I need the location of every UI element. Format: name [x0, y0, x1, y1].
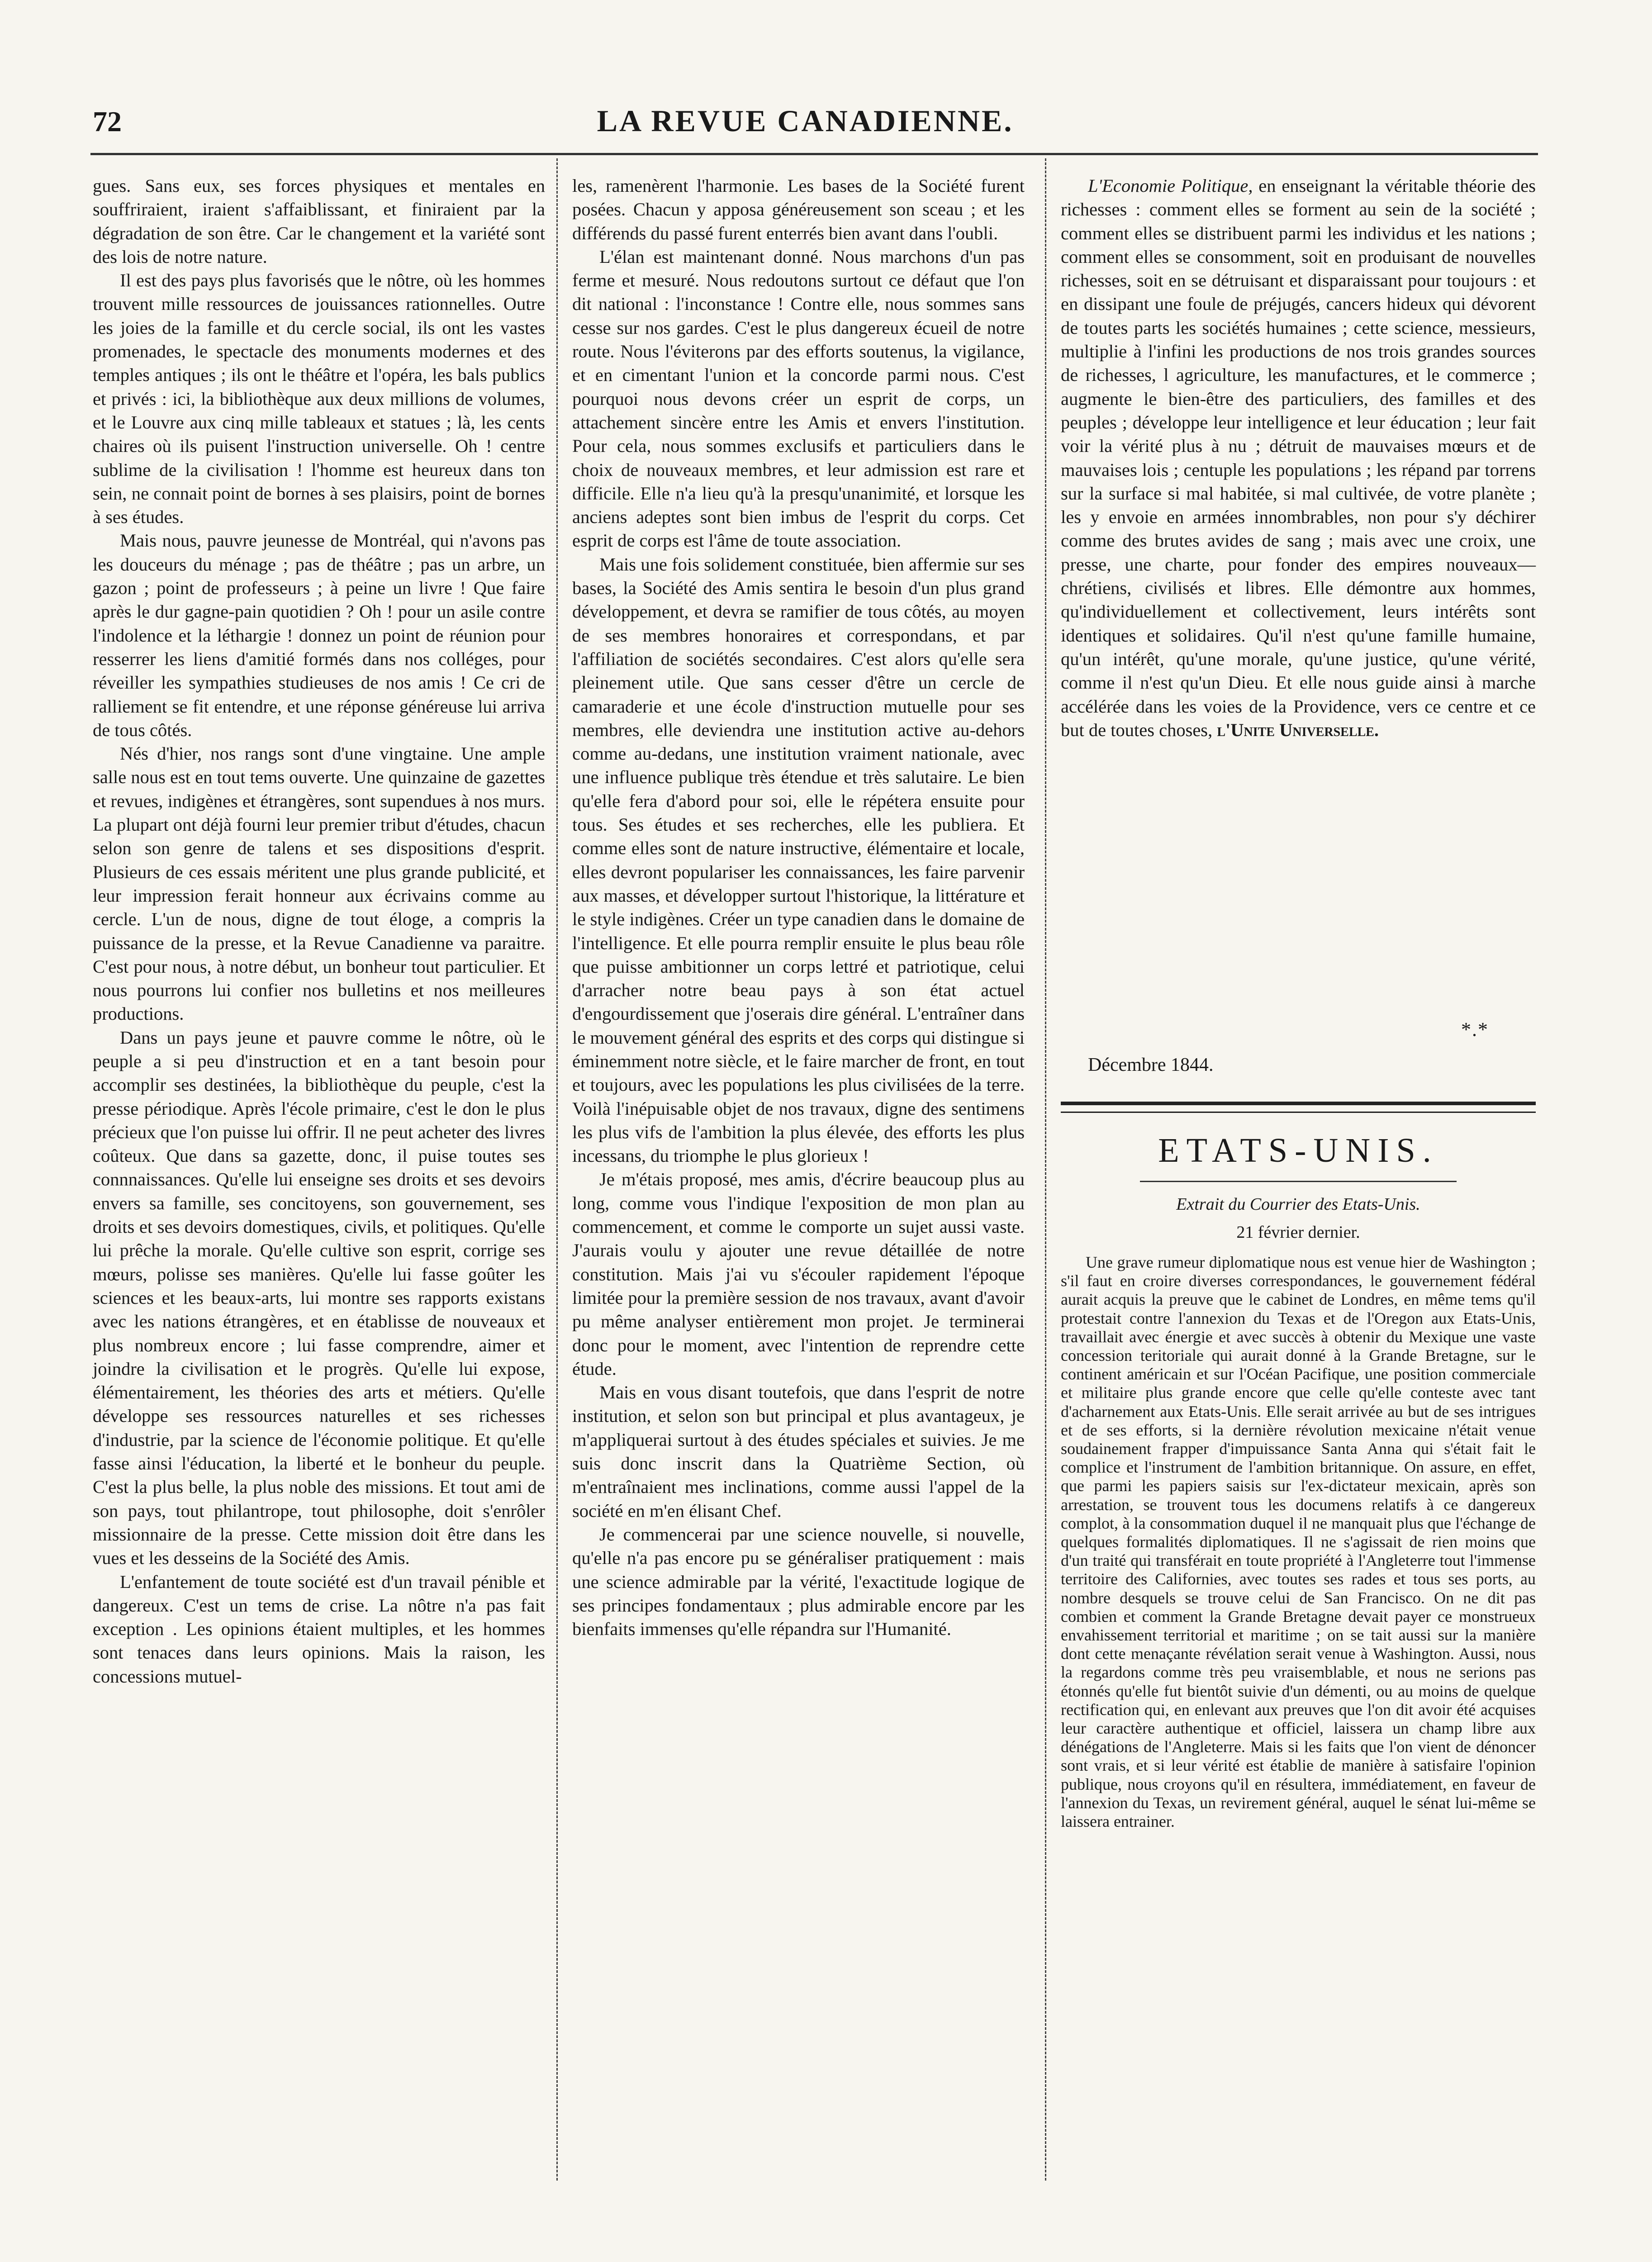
paragraph: Nés d'hier, nos rangs sont d'une vingtaine. Une ample salle nous est en tout tems ouverte. Une quinzaine de gazettes et revues, indigènes et étrangères, sont supendues à nos murs. La plupart ont déjà fourni leur premier tribut d'études, chacun selon son genre de talens et ses dispositions d'esprit. Plusieurs de ces essais méritent une plus grande publicité, et leur impression ferait honneur aux écrivains comme au cercle. L'un de nous, digne de tout éloge, a compris la puissance de la presse, et la Revue Canadienne va paraitre. C'est pour nous, à notre début, un bonheur tout particulier. Et nous pourrons lui confier nos bulletins et nos meilleures productions.	[93, 743, 545, 1024]
author-signature-asterism: *.*	[1461, 1018, 1489, 1041]
paragraph: les, ramenèrent l'harmonie. Les bases de la Société furent posées. Chacun y apposa généreusement son sceau ; et les différends du passé furent enterrés bien avant dans l'oubli.	[572, 176, 1025, 243]
paragraph: Une grave rumeur diplomatique nous est venue hier de Washington ; s'il faut en croire diverses correspondances, le gouvernement fédéral aurait acquis la preuve que le cabinet de Londres, en même tems qu'il protestait contre l'annexion du Texas et de l'Oregon aux Etats-Unis, travaillait avec énergie et avec succès à obtenir du Mexique une vaste concession teritoriale qui aurait donné à la Grande Bretagne, sur le continent américain et sur l'Océan Pacifique, une position commerciale et militaire plus grande encore que celle qu'elle conteste avec tant d'acharnement aux Etats-Unis. Elle serait arrivée au but de ses intrigues et de ses efforts, si la dernière révolution mexicaine n'était venue soudainement frapper d'impuissance Santa Anna qui s'était fait le complice et l'instrument de l'ambition britannique. On assure, en effet, que parmi les papiers saisis sur l'ex-dictateur mexicain, après son arrestation, se trouvent tous les documens relatifs à ce dangereux complot, à la consommation duquel il ne manquait plus que l'échange de quelques formalités diplomatiques. Il ne s'agissait de rien moins que d'un traité qui transférait en toute propriété à l'Angleterre tout l'immense territoire des Californies, avec toutes ses rades et tous ses ports, au nombre desquels se trouve celui de San Francisco. On ne dit pas combien et comment la Grande Bretagne devait payer ce monstrueux envahissement territorial et maritime ; on se tait aussi sur la manière dont cette menaçante révélation serait venue à Washington. Aussi, nous la regardons comme très peu vraisemblable, et nous ne serions pas étonnés qu'elle fut bientôt suivie d'un démenti, ou au moins de quelque rectification qui, en enlevant aux preuves que l'on dit avoir été acquises leur caractère authentique et officiel, laissera un champ libre aux dénégations de l'Angleterre. Mais si les faits que l'on vient de dénoncer sont vrais, et si leur vérité est établie de manière à satisfaire l'opinion publique, nous croyons qu'il en résultera, immédiatement, en faveur de l'annexion du Texas, un revirement général, auquel le sénat lui-même se laissera entrainer.	[1061, 1253, 1536, 1831]
column-divider	[1045, 158, 1046, 2181]
column-2	[572, 174, 1025, 2174]
paragraph: L'élan est maintenant donné. Nous marchons d'un pas ferme et mesuré. Nous redoutons surtout ce défaut que l'on dit national : l'inconstance ! Contre elle, nous sommes sans cesse sur nos gardes. C'est le plus dangereux écueil de notre route. Nous l'éviterons par des efforts soutenus, la vigilance, et en cimentant l'union et la concorde parmi nous. C'est pourquoi nous devons créer un esprit de corps, un attachement sincère entre les Amis et envers l'institution. Pour cela, nous sommes exclusifs et particuliers dans le choix de nouveaux membres, et leur admission est rare et difficile. Elle n'a lieu qu'à la presqu'unanimité, et lorsque les anciens adeptes sont bien imbus de l'esprit du corps. Cet esprit de corps est l'âme de toute association.	[572, 246, 1025, 551]
italic-lead: L'Economie Politique,	[1088, 176, 1253, 196]
running-title: LA REVUE CANADIENNE.	[597, 104, 1014, 138]
column-divider	[556, 158, 558, 2181]
paragraph: Je m'étais proposé, mes amis, d'écrire beaucoup plus au long, comme vous l'indique l'exposition de mon plan au commencement, et comme le comporte un sujet aussi vaste. J'aurais voulu y ajouter une revue détaillée de notre constitution. Mais j'ai vu s'écouler rapidement l'époque limitée pour la première session de nos travaux, avant d'avoir pu même analyser entièrement mon projet. Je terminerai donc pour le moment, avec l'intention de reprendre cette étude.	[572, 1169, 1025, 1379]
paragraph: Mais en vous disant toutefois, que dans l'esprit de notre institution, et selon son but principal et plus avantageux, je m'appliquerai surtout à des études spéciales et suivies. Je me suis donc inscrit dans la Quatrième Section, où m'entraînaient mes inclinations, comme aussi l'appel de la société en m'en élisant Chef.	[572, 1382, 1025, 1521]
paragraph: gues. Sans eux, ses forces physiques et mentales en souffriraient, iraient s'affaiblissant, et finiraient par la dégradation de son être. Car le changement et la variété sont des lois de notre nature.	[93, 176, 545, 267]
column-3	[1061, 174, 1536, 742]
paragraph: L'enfantement de toute société est d'un travail pénible et dangereux. C'est un tems de crise. La nôtre n'a pas fait exception . Les opinions étaient multiples, et les hommes sont tenaces dans leurs opinions. Mais la raison, les concessions mutuel-	[93, 1571, 545, 1687]
section-separator	[1061, 1102, 1536, 1113]
article-date: Décembre 1844.	[1088, 1055, 1214, 1075]
section-heading-rule	[1140, 1181, 1457, 1182]
paragraph: Dans un pays jeune et pauvre comme le nôtre, où le peuple a si peu d'instruction et en a tant besoin pour accomplir ses destinées, la bibliothèque du peuple, c'est la presse périodique. Après l'école primaire, c'est le don le plus précieux que l'on puisse lui offrir. Il ne peut acheter des livres coûteux. Que dans sa gazette, donc, il puise toutes ses connnaissances. Qu'elle lui enseigne ses droits et ses devoirs envers sa famille, ses concitoyens, son gouvernement, ses droits et ses devoirs domestiques, civils, et politiques. Qu'elle lui prêche la morale. Qu'elle cultive son esprit, corrige ses mœurs, polisse ses manières. Qu'elle lui fasse goûter les sciences et les beaux-arts, lui montre ses rapports existans avec les nations étrangères, et en établisse de nouveaux et plus nombreux encore ; lui fasse comprendre, aimer et joindre la civilisation et le progrès. Qu'elle lui expose, élémentairement, les théories des arts et métiers. Qu'elle développe ses ressources naturelles et ses richesses d'industrie, par la science de l'économie politique. Et qu'elle fasse ainsi l'éducation, la liberté et le bonheur du peuple. C'est la plus belle, la plus noble des missions. Et tout ami de son pays, tout philantrope, tout philosophe, doit s'enrôler missionnaire de la presse. Cette mission doit être dans les vues et les desseins de la Société des Amis.	[93, 1027, 545, 1568]
section-heading: ETATS-UNIS.	[1158, 1131, 1438, 1169]
news-article	[1061, 1253, 1536, 1831]
paragraph: Je commencerai par une science nouvelle, si nouvelle, qu'elle n'a pas encore pu se généraliser pratiquement : mais une science admirable par la vérité, l'exactitude logique de ses principes fondamentaux ; plus admirable encore par les bienfaits immenses qu'elle répandra sur l'Humanité.	[572, 1524, 1025, 1639]
source-line: Extrait du Courrier des Etats-Unis.	[1176, 1195, 1420, 1214]
paragraph: Il est des pays plus favorisés que le nôtre, où les hommes trouvent mille ressources de jouissances rationnelles. Outre les joies de la famille et du cercle social, ils ont les vastes promenades, le spectacle des monuments modernes et des temples antiques ; ils ont le théâtre et l'opéra, les bals publics et privés : ici, la bibliothèque aux deux millions de volumes, et le Louvre aux cinq mille tableaux et statues ; là, les cents chaires où ils puisent l'instruction universelle. Oh ! centre sublime de la civilisation ! l'homme est heureux dans ton sein, ne connait point de bornes à ses plaisirs, point de bornes à ses études.	[93, 270, 545, 527]
page-number: 72	[93, 105, 122, 138]
header-rule	[90, 153, 1538, 155]
paragraph: Mais une fois solidement constituée, bien affermie sur ses bases, la Société des Amis sentira le besoin d'un plus grand développement, et devra se ramifier de tous côtés, au moyen de ses membres honoraires et correspondans, et par l'affiliation de sociétés secondaires. C'est alors qu'elle sera pleinement utile. Que sans cesser d'être un cercle de camaraderie et une école d'instruction mutuelle pour ses membres, elle deviendra une institution active au-dehors comme au-dedans, une institution vraiment nationale, avec une influence publique très étendue et très salutaire. Le bien qu'elle fera d'abord pour soi, elle le répétera ensuite pour tous. Ses études et ses recherches, elle les publiera. Et comme elles sont de nature instructive, élémentaire et locale, elles devront populariser les connaissances, les faire parvenir aux masses, et développer surtout l'historique, la littérature et le style indigènes. Créer un type canadien dans le domaine de l'intelligence. Et elle pourra remplir ensuite le plus beau rôle que puisse ambitionner un corps lettré et patriotique, celui d'arracher notre beau pays à son état actuel d'engourdissement que j'oserais dire général. L'entraîner dans le mouvement général des esprits et des corps qui distingue si éminemment notre siècle, et le faire marcher de front, en tout et toujours, avec les populations les plus civilisées de la terre. Voilà l'inépuisable objet de nos travaux, digne des sentimens les plus vifs de l'ambition la plus élevée, des efforts les plus incessans, du triomphe le plus glorieux !	[572, 554, 1025, 1166]
paragraph: Mais nous, pauvre jeunesse de Montréal, qui n'avons pas les douceurs du ménage ; pas de théâtre ; pas un arbre, un gazon ; point de professeurs ; à peine un livre ! Que faire après le dur gagne-pain quotidien ? Oh ! pour un asile contre l'indolence et la léthargie ! donnez un point de réunion pour resserrer les liens d'amitié formés dans nos colléges, pour réveiller les sympathies studieuses de nos amis ! Ce cri de ralliement se fit entendre, et une réponse généreuse lui arriva de tous côtés.	[93, 530, 545, 740]
closing-small-caps: l'Unite Universelle.	[1217, 719, 1379, 740]
column-1	[93, 174, 545, 2174]
source-date: 21 février dernier.	[1236, 1223, 1360, 1242]
paragraph	[1061, 174, 1536, 742]
paragraph-text: en enseignant la véritable théorie des richesses : comment elles se forment au sein de la société ; comment elles se distribuent parmi les individus et les nations ; comment elles se consomment, soit en produisant de nouvelles richesses, soit en se détruisant et disparaissant pour toujours : et en dissipant une foule de préjugés, cancers hideux qui dévorent de toutes parts les sociétés humaines ; cette science, messieurs, multiplie à l'infini les productions de nos trois grandes sources de richesses, l agriculture, les manufactures, et le commerce ; augmente le bien-être des particuliers, des familles et des peuples ; développe leur intelligence et leur éducation ; leur fait voir la vérité plus à nu ; détruit de mauvaises mœurs et de mauvaises lois ; centuple les populations ; les répand par torrens sur la surface si mal habitée, si mal cultivée, de votre planète ; les y envoie en armées innombrables, non pour s'y déchirer comme des brutes avides de sang ; mais avec une croix, une presse, une charte, pour fonder des empires nouveaux—chrétiens, civilisés et libres. Elle démontre aux hommes, qu'individuellement et collectivement, leurs intérêts sont identiques et solidaires. Qu'il n'est qu'une famille humaine, qu'un intérêt, qu'une morale, qu'une justice, qu'une vérité, comme il n'est qu'un Dieu. Et elle nous guide ainsi à marche accélérée dans les voies de la Providence, vers ce centre et ce but de toutes choses,	[1061, 176, 1536, 740]
